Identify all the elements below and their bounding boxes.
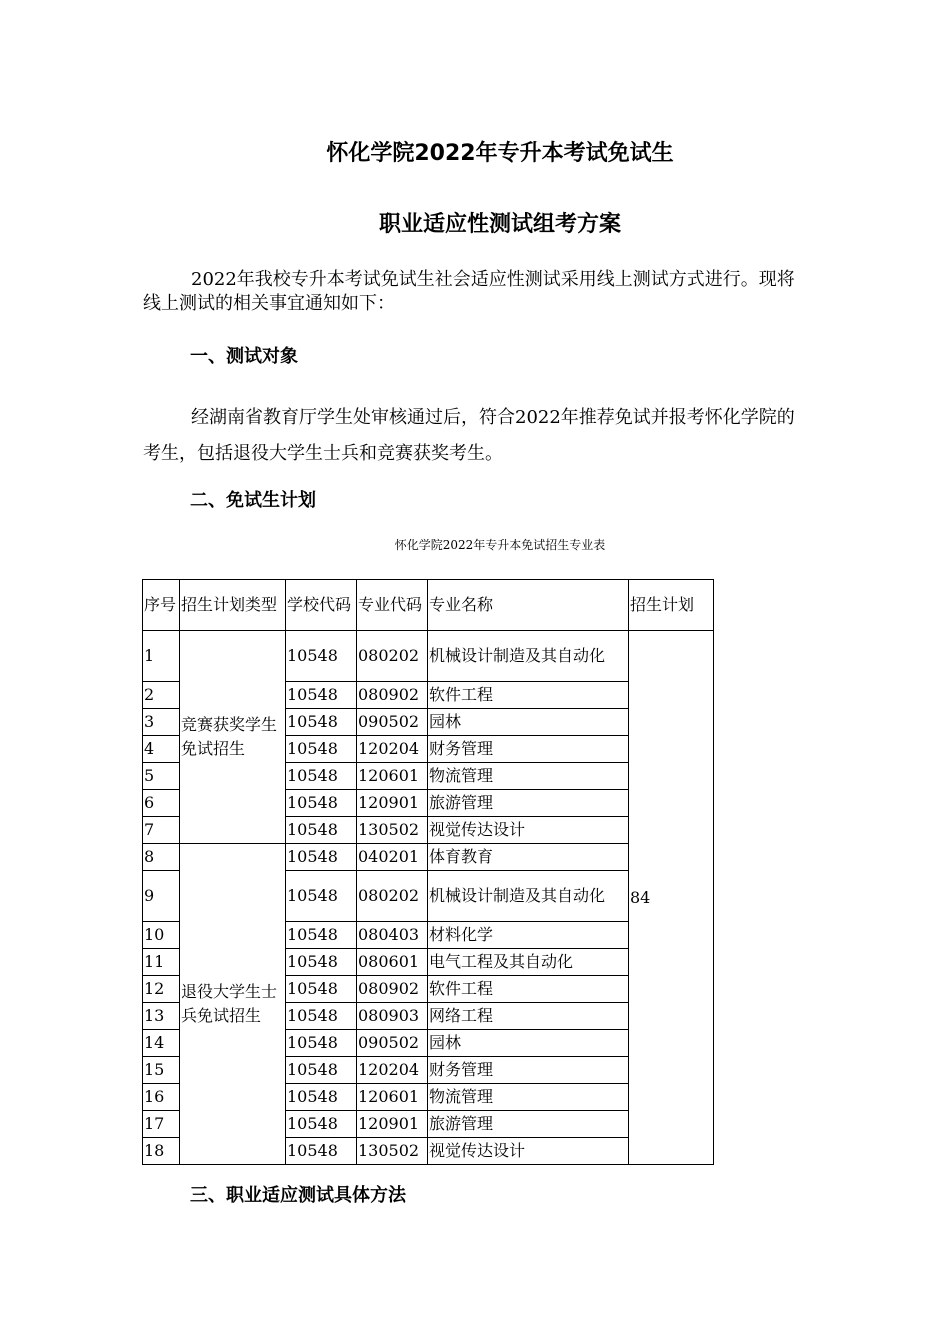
- row-no: 11: [143, 949, 180, 976]
- row-major-code: 120204: [357, 1057, 428, 1084]
- row-school-code: 10548: [286, 817, 357, 844]
- row-major-code: 080903: [357, 1003, 428, 1030]
- row-major-name: 机械设计制造及其自动化: [428, 631, 629, 682]
- header-no: 序号: [143, 580, 180, 631]
- row-major-name: 物流管理: [428, 763, 629, 790]
- row-major-code: 080902: [357, 976, 428, 1003]
- row-major-code: 080403: [357, 922, 428, 949]
- row-major-code: 090502: [357, 709, 428, 736]
- row-major-name: 旅游管理: [428, 790, 629, 817]
- header-type: 招生计划类型: [180, 580, 286, 631]
- row-school-code: 10548: [286, 736, 357, 763]
- row-school-code: 10548: [286, 1111, 357, 1138]
- row-major-code: 120901: [357, 790, 428, 817]
- row-major-code: 120901: [357, 1111, 428, 1138]
- row-no: 16: [143, 1084, 180, 1111]
- row-no: 8: [143, 844, 180, 871]
- row-no: 5: [143, 763, 180, 790]
- row-major-code: 120204: [357, 736, 428, 763]
- group-type-competition: 竞赛获奖学生免试招生: [180, 631, 286, 844]
- document-title-line2: 职业适应性测试组考方案: [378, 212, 621, 237]
- row-major-name: 视觉传达设计: [428, 817, 629, 844]
- row-major-name: 软件工程: [428, 682, 629, 709]
- row-major-name: 园林: [428, 709, 629, 736]
- row-major-name: 视觉传达设计: [428, 1138, 629, 1165]
- group-type-veteran: 退役大学生士兵免试招生: [180, 844, 286, 1165]
- header-major-name: 专业名称: [428, 580, 629, 631]
- row-school-code: 10548: [286, 790, 357, 817]
- row-no: 17: [143, 1111, 180, 1138]
- row-major-code: 080202: [357, 871, 428, 922]
- section3-heading: 三、职业适应测试具体方法: [190, 1185, 406, 1206]
- row-major-code: 120601: [357, 1084, 428, 1111]
- header-major-code: 专业代码: [357, 580, 428, 631]
- header-plan: 招生计划: [629, 580, 714, 631]
- row-no: 14: [143, 1030, 180, 1057]
- enrollment-plan-table: [142, 579, 714, 1165]
- row-major-name: 软件工程: [428, 976, 629, 1003]
- row-no: 2: [143, 682, 180, 709]
- row-major-name: 财务管理: [428, 1057, 629, 1084]
- row-major-code: 080202: [357, 631, 428, 682]
- row-major-name: 物流管理: [428, 1084, 629, 1111]
- row-major-name: 网络工程: [428, 1003, 629, 1030]
- row-school-code: 10548: [286, 1057, 357, 1084]
- row-school-code: 10548: [286, 844, 357, 871]
- row-school-code: 10548: [286, 922, 357, 949]
- row-major-code: 130502: [357, 817, 428, 844]
- row-no: 18: [143, 1138, 180, 1165]
- table-row: [143, 631, 714, 682]
- row-school-code: 10548: [286, 763, 357, 790]
- row-school-code: 10548: [286, 1084, 357, 1111]
- row-school-code: 10548: [286, 1003, 357, 1030]
- row-major-code: 090502: [357, 1030, 428, 1057]
- section1-heading: 一、测试对象: [190, 346, 298, 367]
- row-no: 15: [143, 1057, 180, 1084]
- row-no: 3: [143, 709, 180, 736]
- row-school-code: 10548: [286, 949, 357, 976]
- table-row: [143, 844, 714, 871]
- section1-body: 经湖南省教育厅学生处审核通过后，符合2022年推荐免试并报考怀化学院的考生，包括退役大学生士兵和竞赛获奖考生。: [143, 407, 795, 464]
- row-major-code: 130502: [357, 1138, 428, 1165]
- row-major-name: 材料化学: [428, 922, 629, 949]
- row-no: 13: [143, 1003, 180, 1030]
- row-school-code: 10548: [286, 1030, 357, 1057]
- row-no: 12: [143, 976, 180, 1003]
- row-major-name: 机械设计制造及其自动化: [428, 871, 629, 922]
- intro-paragraph: 2022年我校专升本考试免试生社会适应性测试采用线上测试方式进行。现将线上测试的相关事宜通知如下：: [143, 269, 795, 314]
- table-header-row: [143, 580, 714, 631]
- row-school-code: 10548: [286, 709, 357, 736]
- row-no: 1: [143, 631, 180, 682]
- row-major-name: 体育教育: [428, 844, 629, 871]
- document-title-line1: 怀化学院2022年专升本考试免试生: [326, 141, 674, 166]
- row-major-name: 财务管理: [428, 736, 629, 763]
- row-major-code: 040201: [357, 844, 428, 871]
- section2-heading: 二、免试生计划: [190, 490, 316, 511]
- row-school-code: 10548: [286, 682, 357, 709]
- row-major-name: 园林: [428, 1030, 629, 1057]
- row-major-name: 旅游管理: [428, 1111, 629, 1138]
- table-caption: 怀化学院2022年专升本免试招生专业表: [394, 538, 606, 552]
- row-school-code: 10548: [286, 1138, 357, 1165]
- header-school-code: 学校代码: [286, 580, 357, 631]
- row-major-name: 电气工程及其自动化: [428, 949, 629, 976]
- row-school-code: 10548: [286, 631, 357, 682]
- row-major-code: 120601: [357, 763, 428, 790]
- row-no: 7: [143, 817, 180, 844]
- row-no: 6: [143, 790, 180, 817]
- row-school-code: 10548: [286, 871, 357, 922]
- row-no: 4: [143, 736, 180, 763]
- plan-total: 84: [629, 631, 714, 1165]
- row-major-code: 080902: [357, 682, 428, 709]
- row-no: 10: [143, 922, 180, 949]
- row-no: 9: [143, 871, 180, 922]
- row-school-code: 10548: [286, 976, 357, 1003]
- row-major-code: 080601: [357, 949, 428, 976]
